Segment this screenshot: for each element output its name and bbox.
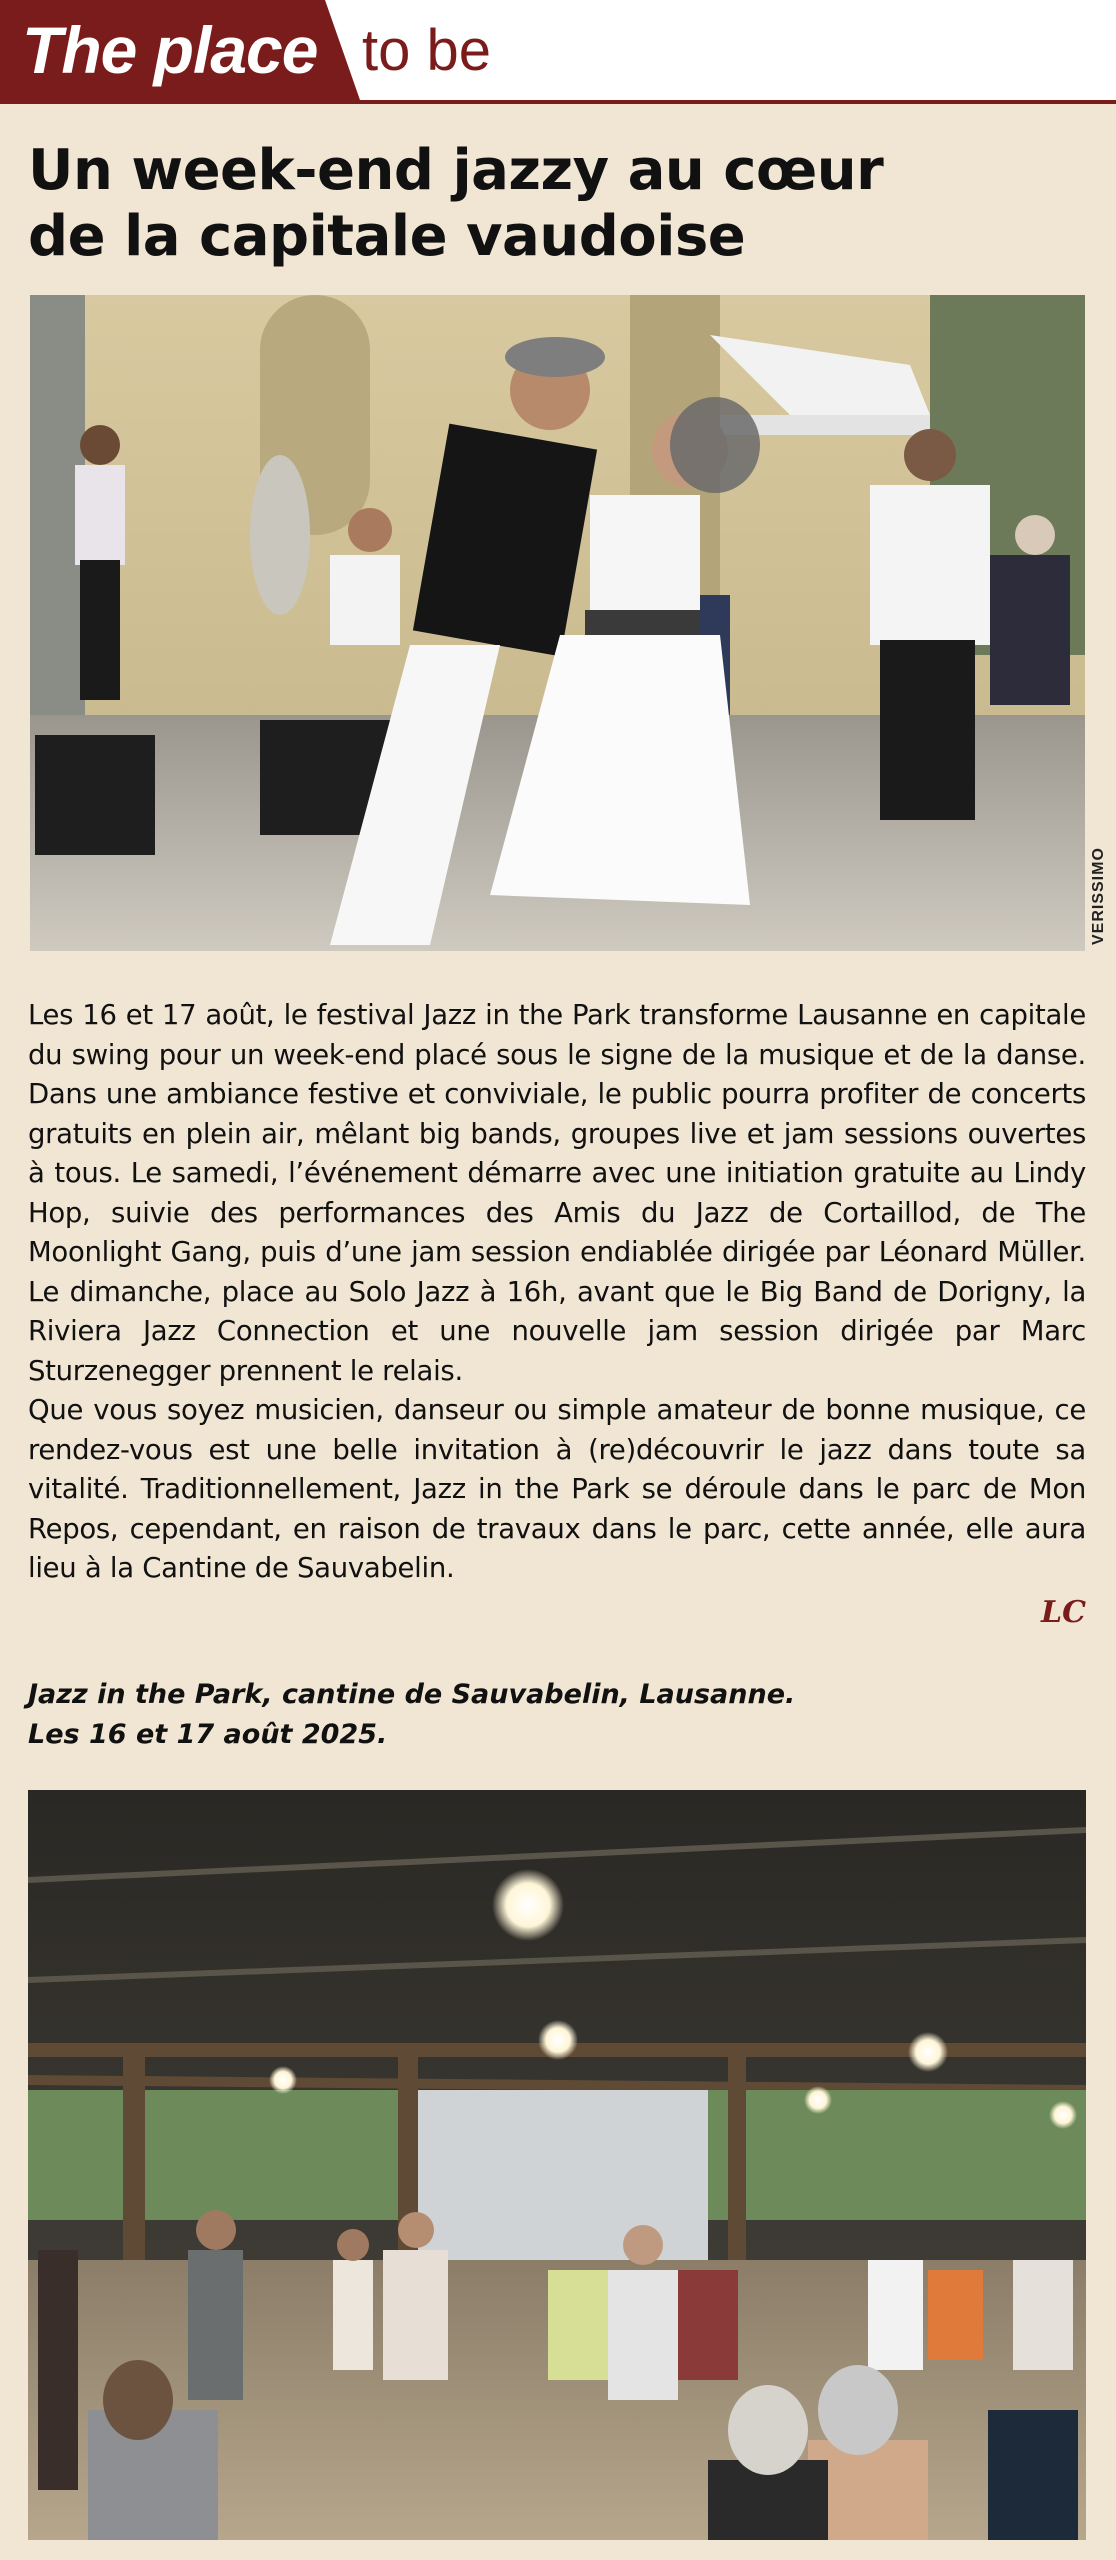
title-line-1: Un week-end jazzy au cœur: [28, 138, 884, 203]
paragraph-2: Que vous soyez musicien, danseur ou simple amateur de bonne musique, ce rendez-vous est une belle invitation à (re)découvrir le jazz dans toute sa vitalité. Traditionnellement, Jazz in the Park se déroule dans le parc de Mon Repos, cependant, en raison de travaux dans le parc, cette année, elle aura lieu à la Cantine de Sauvabelin.: [28, 1394, 1086, 1584]
event-info-line-1: Jazz in the Park, cantine de Sauvabelin, Lausanne.: [28, 1679, 796, 1710]
author-signature: LC: [1041, 1595, 1086, 1630]
event-info-line-2: Les 16 et 17 août 2025.: [28, 1719, 388, 1750]
photo-dancing-couple-drawing: [30, 295, 1085, 951]
photo-dancing-couple: [30, 295, 1085, 951]
article-body: [28, 996, 1086, 1589]
brand-title-light: to be: [362, 18, 491, 83]
photo-credit: VERISSIMO: [1090, 847, 1107, 945]
title-line-2: de la capitale vaudoise: [28, 204, 746, 269]
event-info: [28, 1675, 1028, 1755]
paragraph-1: Les 16 et 17 août, le festival Jazz in the Park transforme Lausanne en capitale du swing pour un week-end placé sous le signe de la musique et de la danse. Dans une ambiance festive et conviviale, le public pourra profiter de concerts gratuits en plein air, mêlant big bands, groupes live et jam sessions ouvertes à tous. Le samedi, l’événement démarre avec une initiation gratuite au Lindy Hop, suivie des performances des Amis du Jazz de Cortaillod, de The Moonlight Gang, puis d’une jam session endiablée dirigée par Léonard Müller. Le dimanche, place au Solo Jazz à 16h, avant que le Big Band de Dorigny, la Riviera Jazz Connection et une nouvelle jam session dirigée par Marc Sturzenegger prennent le relais.: [28, 999, 1086, 1387]
section-header: [0, 0, 1116, 104]
article-title: [28, 138, 1088, 270]
photo-dance-hall: [28, 1790, 1086, 2540]
photo-dance-hall-drawing: [28, 1790, 1086, 2540]
brand-title-strong: The place: [22, 13, 318, 87]
